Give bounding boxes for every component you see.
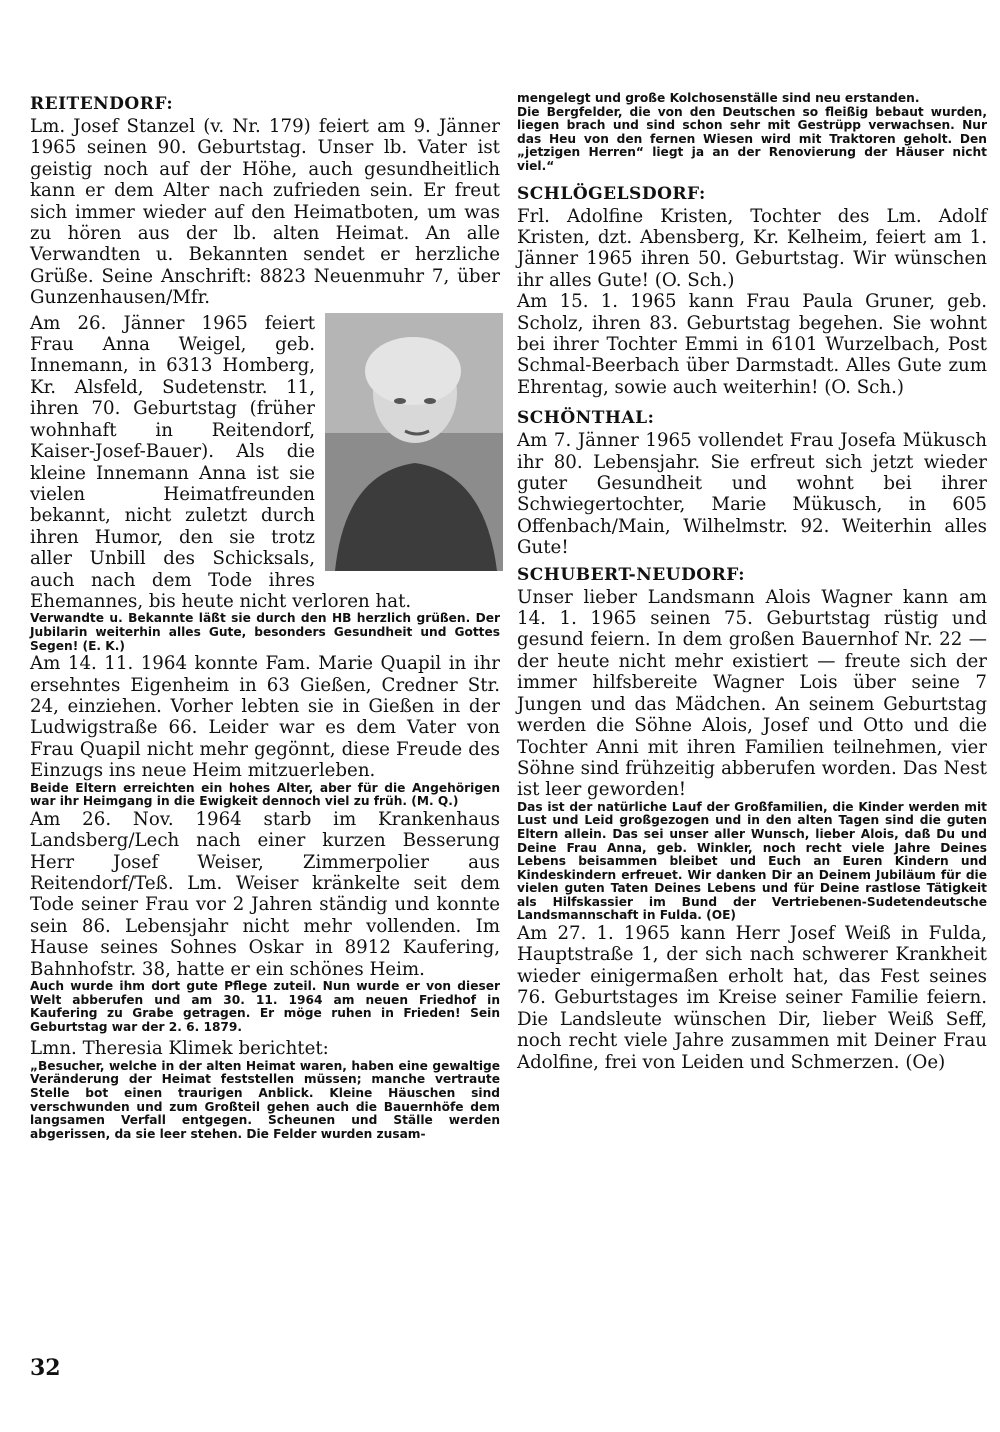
article-weiser: Am 26. Nov. 1964 starb im Krankenhaus Landsberg/Lech nach einer kurzen Besserung Herr Josef Weiser, Zimmerpolier aus Reitendorf/Teß. Lm. Weiser kränkelte seit dem Tode seiner Frau vor 2 Jahren ständig und konnte sein 86. Lebensjahr nicht mehr vollenden. Im Hause seines Sohnes Oskar in 8912 Kaufering, Bahnhofstr. 38, hatte er ein schönes Heim. xyxy=(30,808,500,980)
note-quapil: Beide Eltern erreichten ein hohes Alter, aber für die Angehörigen war ihr Heimgang in die Ewigkeit dennoch viel zu früh. (M. Q.) xyxy=(30,780,500,809)
article-kristen: Frl. Adolfine Kristen, Tochter des Lm. Adolf Kristen, dzt. Abensberg, Kr. Kelheim, feiert am 1. Jänner 1965 ihren 50. Geburtstag. Wir wünschen ihr alles Gute! (O. Sch.) xyxy=(517,205,987,291)
section-heading-schubert-neudorf: SCHUBERT-NEUDORF: xyxy=(517,564,745,585)
article-quapil: Am 14. 11. 1964 konnte Fam. Marie Quapil in ihr ersehntes Eigenheim in 63 Gießen, Credner Str. 24, einziehen. Vorher lebten sie in Gießen in der Ludwigstraße 66. Leider war es dem Vater von Frau Quapil nicht mehr gegönnt, diese Freude des Einzugs ins neue Heim mitzuerleben. xyxy=(30,653,500,782)
report-klimek-cont: mengelegt und große Kolchosenställe sind neu erstanden. xyxy=(517,91,920,105)
right-column xyxy=(517,92,987,1073)
article-klimek-intro: Lmn. Theresia Klimek berichtet: xyxy=(30,1038,329,1060)
section-heading-schloegelsdorf: SCHLÖGELSDORF: xyxy=(517,183,706,204)
left-column xyxy=(30,92,500,1141)
report-klimek: „Besucher, welche in der alten Heimat waren, haben eine gewaltige Veränderung der Heimat feststellen müssen; manche vertraute Stelle bot einen traurigen Anblick. Kleine Häuschen sind verschwunden und zum Großteil gehen auch die Bauernhöfe dem langsamen Verfall entgegen. Scheunen und Ställe werden abgerissen, da sie leer stehen. Die Felder wurden zusam- xyxy=(30,1058,500,1141)
note-weigel: Verwandte u. Bekannte läßt sie durch den HB herzlich grüßen. Der Jubilarin weiterhin alles Gute, besonders Gesundheit und Gottes Segen! (E. K.) xyxy=(30,611,500,653)
article-weiss: Am 27. 1. 1965 kann Herr Josef Weiß in Fulda, Hauptstraße 1, der sich nach schwerer Krankheit wieder einigermaßen erholt hat, das Fest seines 76. Geburtstages im Kreise seiner Familie feiern. Die Landsleute wünschen Dir, lieber Weiß Seff, noch recht viele Jahre zusammen mit Deiner Frau Adolfine, frei von Leiden und Schmerzen. (Oe) xyxy=(517,923,987,1073)
section-heading-reitendorf: REITENDORF: xyxy=(30,94,174,114)
report-klimek-cont2: Die Bergfelder, die von den Deutschen so fleißig bebaut wurden, liegen brach und sind schon sehr mit Gestrüpp verwachsen. Nur das Heu von den fernen Wiesen wird mit Traktoren geholt. Den „jetzigen Herren“ liegt ja an der Renovierung der Häuser nicht viel.“ xyxy=(517,104,987,173)
section-heading-schoenthal: SCHÖNTHAL: xyxy=(517,408,655,429)
article-weigel: Am 26. Jänner 1965 feiert Frau Anna Weigel, geb. Innemann, in 6313 Homberg, Kr. Alsfeld, Sudetenstr. 11, ihren 70. Geburtstag (früher wohnhaft in Reitendorf, Kaiser-Josef-Bauer). Als die kleine Innemann Anna ist sie vielen Heimatfreunden bekannt, nicht zuletzt durch ihren Humor, den sie trotz aller Unbill des Schicksals, auch nach dem Tode ihres Ehemannes, bis heute nicht verloren hat. xyxy=(30,312,412,612)
article-gruner: Am 15. 1. 1965 kann Frau Paula Gruner, geb. Scholz, ihren 83. Geburtstag begehen. Sie wohnt bei ihrer Tochter Emmi in 6101 Wurzelbach, Post Schmal-Beerbach über Darmstadt. Alles Gute zum Ehrentag, sowie auch weiterhin! (O. Sch.) xyxy=(517,291,987,398)
article-stanzel: Lm. Josef Stanzel (v. Nr. 179) feiert am 9. Jänner 1965 seinen 90. Geburtstag. Unser lb. Vater ist geistig noch auf der Höhe, auch gesundheitlich kann er dem Alter nach zufrieden sein. Er freut sich immer wieder auf den Heimatboten, um was zu hören aus der lb. alten Heimat. An alle Verwandten u. Bekannten sendet er herzliche Grüße. Seine Anschrift: 8823 Neuenmuhr 7, über Gunzenhausen/Mfr. xyxy=(30,116,500,309)
article-wagner: Unser lieber Landsmann Alois Wagner kann am 14. 1. 1965 seinen 75. Geburtstag rüstig und gesund feiern. In dem großen Bauernhof Nr. 22 — der heute nicht mehr existiert — freute sich der immer hilfsbereite Wagner Lois über seine 7 Jungen und das Mädchen. An seinem Geburtstag werden die Söhne Alois, Josef und Otto und die Tochter Anni mit ihren Familien teilnehmen, vier Söhne sind frühzeitig abberufen worden. Das Nest ist leer geworden! xyxy=(517,586,987,801)
page-number: 32 xyxy=(30,1355,61,1381)
note-wagner: Das ist der natürliche Lauf der Großfamilien, die Kinder werden mit Lust und Leid großgezogen und in den alten Tagen sind die guten Eltern allein. Das sei unser aller Wunsch, lieber Alois, daß Du und Deine Frau Anna, geb. Winkler, noch recht viele Jahre Deines Lebens beisammen bleibet und Euch an Euren Kindern und Kindeskindern erfreuet. Wir danken Dir an Deinem Jubiläum für die vielen guten Taten Deines Lebens und für Deine rastlose Tätigkeit als Hilfskassier im Bund der Vertriebenen-Sudetendeutsche Landsmannschaft in Fulda. (OE) xyxy=(517,799,987,923)
portrait-photo xyxy=(325,313,503,571)
note-weiser: Auch wurde ihm dort gute Pflege zuteil. Nun wurde er von dieser Welt abberufen und am 30. 11. 1964 am neuen Friedhof in Kaufering zu Grabe getragen. Er möge ruhen in Frieden! Sein Geburtstag war der 2. 6. 1879. xyxy=(30,979,500,1034)
article-muekusch: Am 7. Jänner 1965 vollendet Frau Josefa Mükusch ihr 80. Lebensjahr. Sie erfreut sich jetzt wieder guter Gesundheit und wohnt bei ihrer Schwiegertochter, Marie Mükusch, in 605 Offenbach/Main, Wilhelmstr. 92. Weiterhin alles Gute! xyxy=(517,430,987,559)
